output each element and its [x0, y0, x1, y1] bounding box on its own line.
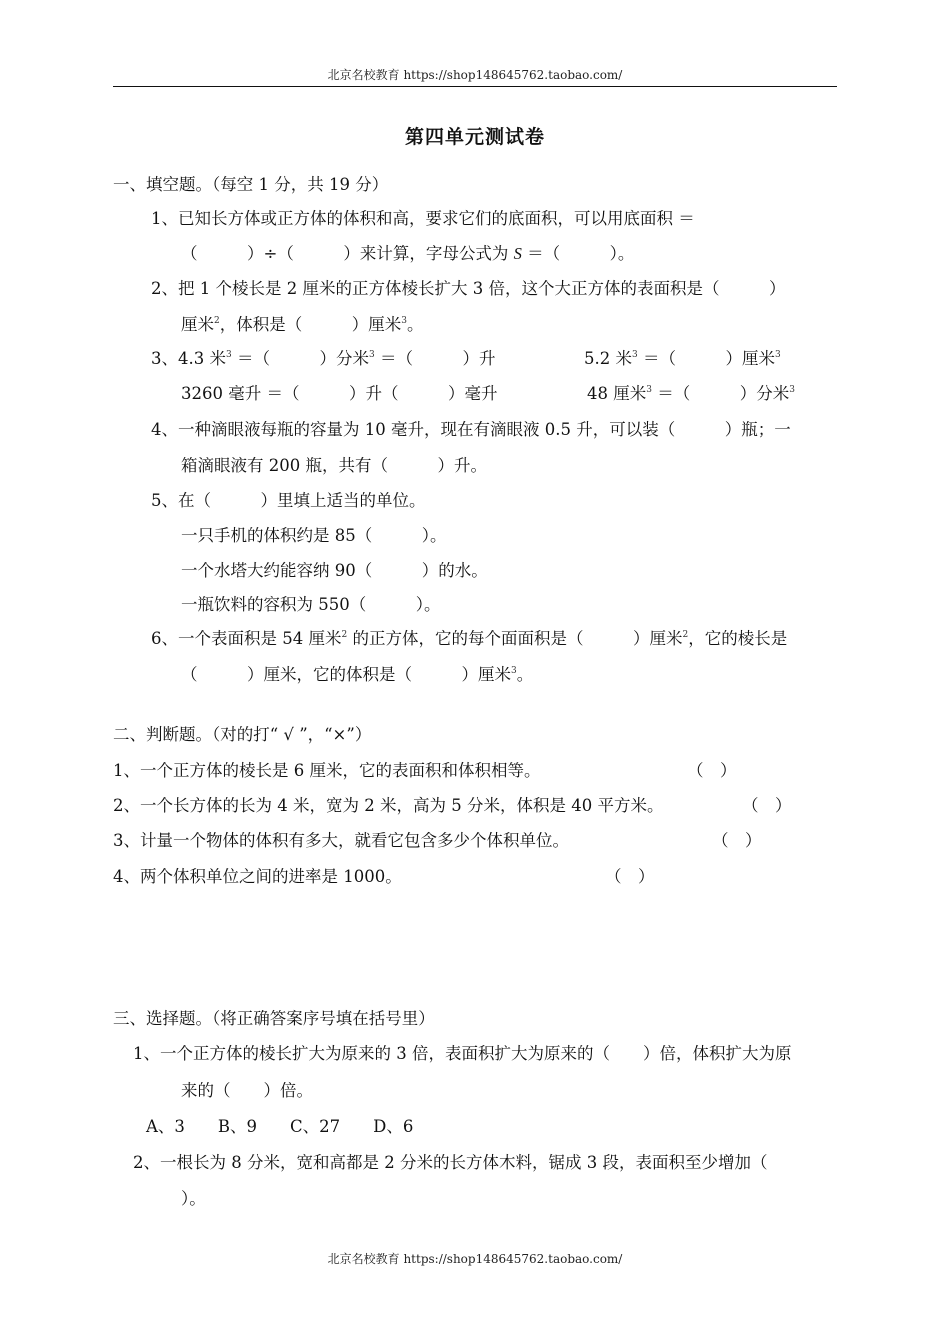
q1-5-item-c: 一瓶饮料的容积为 550（ ）。 — [181, 595, 441, 614]
judge-item-2: 2、一个长方体的长为 4 米，宽为 2 米，高为 5 分米，体积是 40 平方米。 — [113, 796, 664, 815]
q3-1-line-2: 来的（ ）倍。 — [181, 1081, 313, 1100]
section-3-heading: 三、选择题。（将正确答案序号填在括号里） — [113, 1009, 435, 1028]
page-footer: 北京名校教育 https://shop148645762.taobao.com/ — [327, 1252, 623, 1266]
q1-3-line-1b: 5.2 米$^3$ ＝（ ）厘米$^3$ — [584, 349, 781, 368]
judge-item-4: 4、两个体积单位之间的进率是 1000。 — [113, 867, 402, 886]
header-rule — [113, 86, 837, 87]
judge-item-1: 1、一个正方体的棱长是 6 厘米，它的表面积和体积相等。 — [113, 761, 541, 780]
page-header: 北京名校教育 https://shop148645762.taobao.com/ — [327, 68, 623, 82]
q1-3-line-2a: 3260 毫升 ＝（ ）升（ ）毫升 — [181, 384, 498, 403]
judge-answer-3: （ ） — [712, 831, 762, 850]
q1-5-item-b: 一个水塔大约能容纳 90（ ）的水。 — [181, 561, 488, 580]
q1-2-line-1: 2、把 1 个棱长是 2 厘米的正方体棱长扩大 3 倍，这个大正方体的表面积是（ ） — [151, 279, 786, 298]
q1-1-line-2: （ ）÷（ ）来计算，字母公式为 S ＝（ ）。 — [181, 244, 635, 263]
q3-1-line-1: 1、一个正方体的棱长扩大为原来的 3 倍，表面积扩大为原来的（ ）倍，体积扩大为原 — [133, 1044, 792, 1063]
judge-answer-1: （ ） — [687, 761, 737, 780]
q1-5-line-1: 5、在（ ）里填上适当的单位。 — [151, 491, 426, 510]
judge-item-3: 3、计量一个物体的体积有多大，就看它包含多少个体积单位。 — [113, 831, 569, 850]
judge-answer-4: （ ） — [605, 867, 655, 886]
judge-answer-2: （ ） — [742, 796, 792, 815]
q3-1-options: A、3 B、9 C、27 D、6 — [146, 1117, 414, 1136]
q3-2-line-2: ）。 — [181, 1189, 206, 1208]
q1-6-line-1: 6、一个表面积是 54 厘米$^2$ 的正方体，它的每个面面积是（ ）厘米$^2$，它的棱长是 — [151, 629, 788, 648]
q1-1-line-1: 1、已知长方体或正方体的体积和高，要求它们的底面积，可以用底面积 ＝ — [151, 209, 695, 228]
q1-6-line-2: （ ）厘米，它的体积是（ ）厘米$^3$。 — [181, 665, 534, 684]
q1-4-line-1: 4、一种滴眼液每瓶的容量为 10 毫升，现在有滴眼液 0.5 升，可以装（ ）瓶；一 — [151, 420, 791, 439]
section-1-heading: 一、填空题。（每空 1 分，共 19 分） — [113, 175, 389, 194]
q1-3-line-1a: 3、4.3 米$^3$ ＝（ ）分米$^3$ ＝（ ）升 — [151, 349, 496, 368]
q1-2-line-2: 厘米$^2$，体积是（ ）厘米$^3$。 — [181, 315, 424, 334]
q1-5-item-a: 一只手机的体积约是 85（ ）。 — [181, 526, 447, 545]
q3-2-line-1: 2、一根长为 8 分米，宽和高都是 2 分米的长方体木料，锯成 3 段，表面积至少增加（ — [133, 1153, 768, 1172]
page-title: 第四单元测试卷 — [404, 126, 545, 148]
section-2-heading: 二、判断题。（对的打“ √ ”，“×”） — [113, 725, 372, 744]
q1-4-line-2: 箱滴眼液有 200 瓶，共有（ ）升。 — [181, 456, 487, 475]
q1-3-line-2b: 48 厘米$^3$ ＝（ ）分米$^3$ — [587, 384, 795, 403]
